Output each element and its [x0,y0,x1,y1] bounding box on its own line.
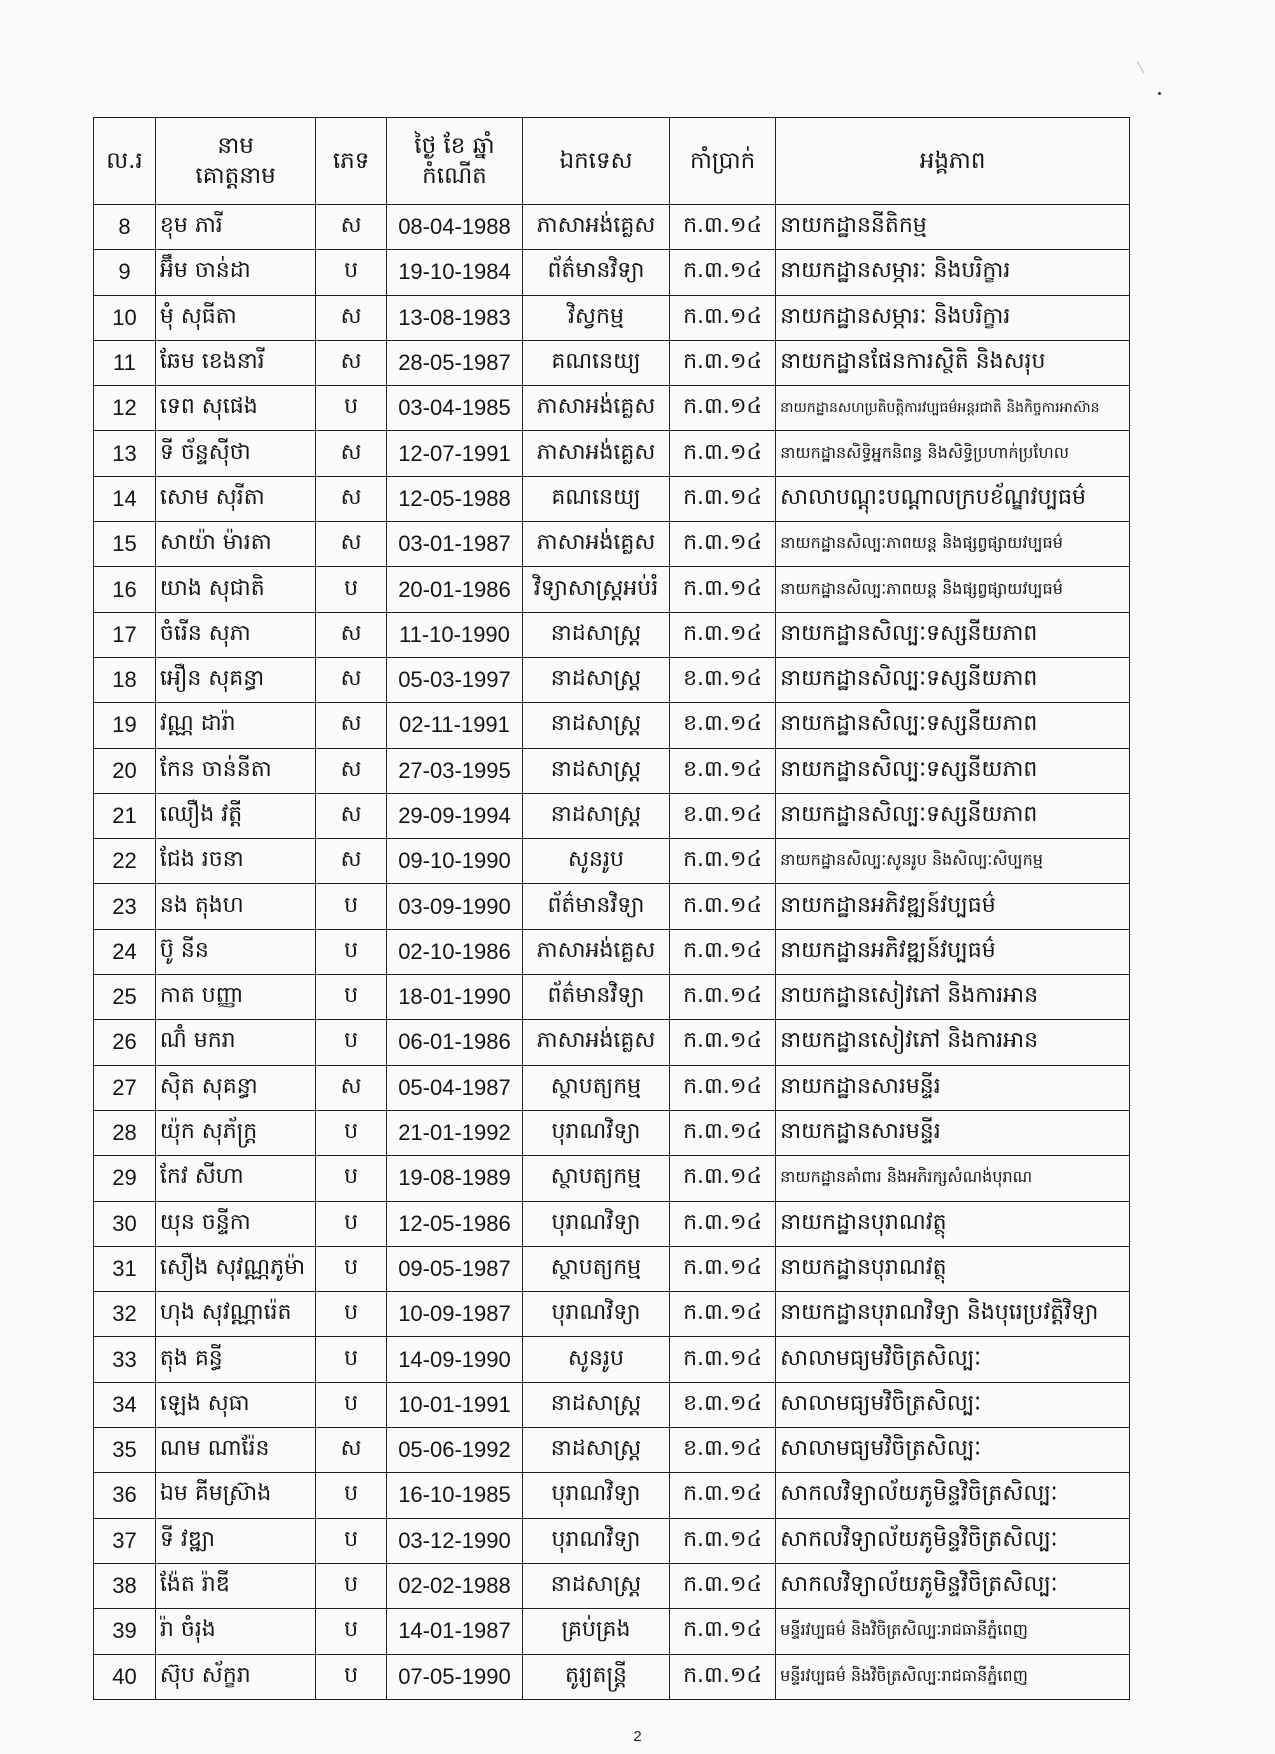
cell-no: 12 [94,386,156,431]
cell-unit: មន្ទីរវប្បធម៌ និងវិចិត្រសិល្បៈរាជធានីភ្នំពេញ [776,1654,1130,1699]
cell-sex: ស [316,748,387,793]
cell-name: កាត បញ្ញា [155,975,315,1020]
cell-no: 15 [94,522,156,567]
table-row [94,205,1130,250]
table-row [94,1563,1130,1608]
cell-no: 37 [94,1518,156,1563]
cell-sex: ប [316,250,387,295]
cell-dob: 29-09-1994 [386,793,522,838]
cell-sex: ប [316,567,387,612]
cell-sex: ប [316,386,387,431]
cell-dob: 03-09-1990 [386,884,522,929]
page-number: 2 [633,1728,642,1745]
cell-unit: នាយកដ្ឋានអភិវឌ្ឍន៍វប្បធម៌ [776,929,1130,974]
cell-no: 39 [94,1609,156,1654]
cell-rank: ក.៣.១៤ [670,1563,776,1608]
cell-name: តុង គន្ធី [155,1337,315,1382]
table-row [94,748,1130,793]
table-row [94,793,1130,838]
cell-sex: ប [316,929,387,974]
cell-sex: ស [316,703,387,748]
cell-unit: សាកលវិទ្យាល័យភូមិន្ទវិចិត្រសិល្បៈ [776,1473,1130,1518]
cell-name: យុន ចន្ទីកា [155,1201,315,1246]
table-body [94,205,1130,1700]
cell-name: ណ៊ំ មករា [155,1020,315,1065]
cell-unit: នាយកដ្ឋានបុរាណវត្ថុ [776,1246,1130,1291]
cell-sex: ស [316,522,387,567]
cell-sex: ប [316,1654,387,1699]
cell-specialty: វិស្វកម្ម [522,295,669,340]
cell-rank: ក.៣.១៤ [670,1065,776,1110]
table-header-row [94,118,1130,205]
cell-no: 28 [94,1110,156,1155]
cell-rank: ក.៣.១៤ [670,1156,776,1201]
cell-name: រ៉ា ចំរុង [155,1609,315,1654]
cell-no: 16 [94,567,156,612]
cell-unit: នាយកដ្ឋានសៀវភៅ និងការអាន [776,975,1130,1020]
cell-sex: ប [316,1382,387,1427]
cell-unit: នាយកដ្ឋានសារមន្ទីរ [776,1110,1130,1155]
cell-specialty: ព័ត៌មានវិទ្យា [522,884,669,929]
cell-no: 35 [94,1428,156,1473]
cell-no: 36 [94,1473,156,1518]
table-row [94,386,1130,431]
cell-name: ណម ណារ៉ែន [155,1428,315,1473]
cell-specialty: នាដសាស្ត្រ [522,1382,669,1427]
header-sex: ភេទ [316,118,387,205]
cell-name: យាង សុជាតិ [155,567,315,612]
cell-unit: នាយកដ្ឋានសិល្បៈទស្សនីយភាព [776,657,1130,702]
cell-sex: ស [316,1065,387,1110]
cell-rank: ក.៣.១៤ [670,1246,776,1291]
cell-name: ឯម គីមស្រ៊ាង [155,1473,315,1518]
cell-dob: 12-05-1988 [386,476,522,521]
table-row [94,1292,1130,1337]
cell-unit: សាលាមធ្យមវិចិត្រសិល្បៈ [776,1428,1130,1473]
cell-name: សឿង សុវណ្ណភូម៉ា [155,1246,315,1291]
scan-dot [1158,92,1161,95]
cell-no: 19 [94,703,156,748]
cell-rank: ក.៣.១៤ [670,250,776,295]
cell-unit: នាយកដ្ឋានសហប្រតិបត្តិការវប្បធម៌អន្តរជាតិ និងកិច្ចការអាស៊ាន [776,386,1130,431]
cell-dob: 12-05-1986 [386,1201,522,1246]
cell-rank: ក.៣.១៤ [670,1020,776,1065]
header-name-line2: គោត្តនាម [195,163,276,189]
cell-dob: 10-09-1987 [386,1292,522,1337]
cell-dob: 03-12-1990 [386,1518,522,1563]
cell-rank: ក.៣.១៤ [670,1292,776,1337]
cell-rank: ក.៣.១៤ [670,431,776,476]
cell-rank: ក.៣.១៤ [670,1201,776,1246]
cell-specialty: គ្រប់គ្រង [522,1609,669,1654]
cell-rank: ក.៣.១៤ [670,612,776,657]
cell-no: 23 [94,884,156,929]
cell-specialty: នាដសាស្ត្រ [522,1428,669,1473]
table-row [94,612,1130,657]
cell-dob: 13-08-1983 [386,295,522,340]
table-row [94,975,1130,1020]
cell-dob: 05-03-1997 [386,657,522,702]
cell-specialty: ភាសាអង់គ្លេស [522,205,669,250]
cell-name: វណ្ណ ដារ៉ា [155,703,315,748]
table-row [94,1337,1130,1382]
cell-rank: ក.៣.១៤ [670,884,776,929]
cell-unit: នាយកដ្ឋានសិល្បៈភាពយន្ត និងផ្សព្វផ្សាយវប្បធម៌ [776,567,1130,612]
cell-unit: សាលាមធ្យមវិចិត្រសិល្បៈ [776,1382,1130,1427]
cell-dob: 10-01-1991 [386,1382,522,1427]
cell-no: 34 [94,1382,156,1427]
cell-sex: ស [316,657,387,702]
cell-specialty: នាដសាស្ត្រ [522,748,669,793]
table-row [94,1654,1130,1699]
cell-rank: ក.៣.១៤ [670,1654,776,1699]
cell-specialty: គណនេយ្យ [522,340,669,385]
cell-sex: ប [316,1563,387,1608]
cell-dob: 27-03-1995 [386,748,522,793]
cell-rank: ក.៣.១៤ [670,205,776,250]
cell-unit: សាលាបណ្តុះបណ្តាលក្របខ័ណ្ឌវប្បធម៌ [776,476,1130,521]
table-row [94,567,1130,612]
cell-specialty: ស្ថាបត្យកម្ម [522,1156,669,1201]
table-row [94,476,1130,521]
header-unit: អង្គភាព [776,118,1130,205]
table-row [94,1246,1130,1291]
cell-dob: 03-01-1987 [386,522,522,567]
cell-unit: នាយកដ្ឋានសម្ភារៈ និងបរិក្ខារ [776,250,1130,295]
header-dob-line2: កំណើត [422,163,487,189]
cell-sex: ប [316,1201,387,1246]
cell-no: 25 [94,975,156,1020]
table-row [94,1201,1130,1246]
cell-rank: ក.៣.១៤ [670,476,776,521]
cell-rank: ក.៣.១៤ [670,386,776,431]
cell-no: 27 [94,1065,156,1110]
cell-name: ប៊ូ នីន [155,929,315,974]
cell-name: សោម សុរីតា [155,476,315,521]
cell-name: ចំរើន សុភា [155,612,315,657]
cell-rank: ក.៣.១៤ [670,1110,776,1155]
cell-sex: ប [316,1292,387,1337]
cell-dob: 21-01-1992 [386,1110,522,1155]
cell-specialty: នាដសាស្ត្រ [522,1563,669,1608]
cell-specialty: វិទ្យាសាស្ត្រអប់រំ [522,567,669,612]
header-specialty: ឯកទេស [522,118,669,205]
cell-dob: 07-05-1990 [386,1654,522,1699]
cell-sex: ប [316,1518,387,1563]
table-row [94,1020,1130,1065]
cell-dob: 20-01-1986 [386,567,522,612]
cell-sex: ប [316,1609,387,1654]
cell-specialty: តូរ្យតន្ត្រី [522,1654,669,1699]
cell-dob: 11-10-1990 [386,612,522,657]
cell-sex: ស [316,839,387,884]
cell-specialty: ស្ថាបត្យកម្ម [522,1065,669,1110]
cell-unit: នាយកដ្ឋានបុរាណវត្ថុ [776,1201,1130,1246]
cell-dob: 05-04-1987 [386,1065,522,1110]
cell-specialty: នាដសាស្ត្រ [522,703,669,748]
cell-name: ទី ច័ន្ទស៊ីថា [155,431,315,476]
cell-rank: ក.៣.១៤ [670,839,776,884]
table-row [94,839,1130,884]
cell-unit: នាយកដ្ឋានសារមន្ទីរ [776,1065,1130,1110]
cell-sex: ប [316,1246,387,1291]
cell-unit: នាយកដ្ឋានសិល្បៈសូនរូប និងសិល្បៈសិប្បកម្ម [776,839,1130,884]
cell-no: 8 [94,205,156,250]
cell-unit: នាយកដ្ឋានសិល្បៈទស្សនីយភាព [776,748,1130,793]
cell-rank: ខ.៣.១៤ [670,1428,776,1473]
cell-dob: 06-01-1986 [386,1020,522,1065]
cell-rank: ក.៣.១៤ [670,295,776,340]
cell-no: 22 [94,839,156,884]
cell-name: ឈឿង វត្តី [155,793,315,838]
cell-rank: ក.៣.១៤ [670,929,776,974]
cell-rank: ខ.៣.១៤ [670,1382,776,1427]
cell-specialty: ភាសាអង់គ្លេស [522,386,669,431]
cell-name: ង៉ែត រ៉ាឌី [155,1563,315,1608]
cell-dob: 19-10-1984 [386,250,522,295]
cell-dob: 18-01-1990 [386,975,522,1020]
cell-unit: នាយកដ្ឋានសម្ភារៈ និងបរិក្ខារ [776,295,1130,340]
cell-rank: ក.៣.១៤ [670,340,776,385]
cell-dob: 09-05-1987 [386,1246,522,1291]
cell-no: 11 [94,340,156,385]
table-row [94,340,1130,385]
cell-no: 29 [94,1156,156,1201]
table-row [94,1156,1130,1201]
cell-specialty: ព័ត៌មានវិទ្យា [522,975,669,1020]
cell-dob: 02-02-1988 [386,1563,522,1608]
cell-name: មុំ សុធីតា [155,295,315,340]
cell-no: 20 [94,748,156,793]
cell-no: 18 [94,657,156,702]
cell-rank: ខ.៣.១៤ [670,793,776,838]
table-row [94,522,1130,567]
table-row [94,250,1130,295]
cell-specialty: ភាសាអង់គ្លេស [522,431,669,476]
cell-sex: ស [316,612,387,657]
cell-dob: 02-10-1986 [386,929,522,974]
cell-unit: នាយកដ្ឋានសិល្បៈទស្សនីយភាព [776,793,1130,838]
cell-sex: ស [316,340,387,385]
cell-unit: នាយកដ្ឋានអភិវឌ្ឍន៍វប្បធម៌ [776,884,1130,929]
cell-no: 17 [94,612,156,657]
cell-rank: ក.៣.១៤ [670,1518,776,1563]
cell-sex: ប [316,1473,387,1518]
cell-specialty: នាដសាស្ត្រ [522,657,669,702]
cell-rank: ខ.៣.១៤ [670,657,776,702]
header-name-line1: នាម [217,133,254,159]
cell-no: 26 [94,1020,156,1065]
cell-no: 13 [94,431,156,476]
cell-sex: ស [316,476,387,521]
cell-dob: 12-07-1991 [386,431,522,476]
cell-specialty: ភាសាអង់គ្លេស [522,929,669,974]
cell-name: ទេព សុផេង [155,386,315,431]
cell-specialty: ព័ត៌មានវិទ្យា [522,250,669,295]
table-row [94,1473,1130,1518]
cell-specialty: បុរាណវិទ្យា [522,1201,669,1246]
cell-sex: ស [316,295,387,340]
scan-mark [1137,61,1145,74]
header-name [155,118,315,205]
cell-no: 33 [94,1337,156,1382]
cell-dob: 09-10-1990 [386,839,522,884]
cell-rank: ខ.៣.១៤ [670,748,776,793]
table-row [94,703,1130,748]
cell-specialty: នាដសាស្ត្រ [522,793,669,838]
table-row [94,1609,1130,1654]
cell-rank: ក.៣.១៤ [670,975,776,1020]
cell-unit: សាកលវិទ្យាល័យភូមិន្ទវិចិត្រសិល្បៈ [776,1518,1130,1563]
cell-unit: នាយកដ្ឋានសៀវភៅ និងការអាន [776,1020,1130,1065]
cell-specialty: សូនរូប [522,1337,669,1382]
table-row [94,657,1130,702]
cell-sex: ប [316,884,387,929]
cell-no: 10 [94,295,156,340]
cell-specialty: គណនេយ្យ [522,476,669,521]
table-row [94,884,1130,929]
cell-no: 21 [94,793,156,838]
cell-no: 24 [94,929,156,974]
table-row [94,929,1130,974]
cell-name: ស៊ិត សុគន្ធា [155,1065,315,1110]
cell-rank: ខ.៣.១៤ [670,703,776,748]
cell-sex: ស [316,431,387,476]
cell-dob: 02-11-1991 [386,703,522,748]
cell-unit: នាយកដ្ឋានសិល្បៈភាពយន្ត និងផ្សព្វផ្សាយវប្បធម៌ [776,522,1130,567]
cell-no: 31 [94,1246,156,1291]
cell-unit: នាយកដ្ឋានសិល្បៈទស្សនីយភាព [776,703,1130,748]
cell-dob: 08-04-1988 [386,205,522,250]
cell-name: សាយ៉ា ម៉ារតា [155,522,315,567]
table-row [94,431,1130,476]
cell-unit: នាយកដ្ឋានផែនការស្ថិតិ និងសរុប [776,340,1130,385]
cell-name: ទី វឌ្ឍា [155,1518,315,1563]
cell-sex: ស [316,793,387,838]
cell-sex: ប [316,1156,387,1201]
cell-specialty: បុរាណវិទ្យា [522,1110,669,1155]
cell-unit: នាយកដ្ឋានសិល្បៈទស្សនីយភាព [776,612,1130,657]
cell-sex: ប [316,1337,387,1382]
cell-sex: ប [316,1020,387,1065]
cell-sex: ស [316,1428,387,1473]
header-rank: កាំប្រាក់ [670,118,776,205]
cell-unit: នាយកដ្ឋានបុរាណវិទ្យា និងបុរេប្រវត្តិវិទ្យា [776,1292,1130,1337]
cell-specialty: បុរាណវិទ្យា [522,1518,669,1563]
cell-unit: សាលាមធ្យមវិចិត្រសិល្បៈ [776,1337,1130,1382]
cell-name: អ៊ឹម ចាន់ដា [155,250,315,295]
table-row [94,1065,1130,1110]
cell-dob: 14-09-1990 [386,1337,522,1382]
cell-dob: 05-06-1992 [386,1428,522,1473]
table-row [94,1428,1130,1473]
cell-specialty: ស្ថាបត្យកម្ម [522,1246,669,1291]
cell-dob: 03-04-1985 [386,386,522,431]
cell-unit: នាយកដ្ឋាននីតិកម្ម [776,205,1130,250]
cell-unit: មន្ទីរវប្បធម៌ និងវិចិត្រសិល្បៈរាជធានីភ្នំពេញ [776,1609,1130,1654]
cell-rank: ក.៣.១៤ [670,1337,776,1382]
table-row [94,295,1130,340]
cell-name: កែន ចាន់នីតា [155,748,315,793]
cell-sex: ប [316,975,387,1020]
table-row [94,1518,1130,1563]
cell-no: 14 [94,476,156,521]
cell-specialty: សូនរូប [522,839,669,884]
cell-sex: ស [316,205,387,250]
cell-unit: នាយកដ្ឋានគាំពារ និងអភិរក្សសំណង់បុរាណ [776,1156,1130,1201]
cell-specialty: បុរាណវិទ្យា [522,1292,669,1337]
staff-table [93,117,1130,1700]
cell-no: 9 [94,250,156,295]
cell-name: ហុង សុវណ្ណារ៉េត [155,1292,315,1337]
cell-name: ស៊ុប ស័ក្ខរា [155,1654,315,1699]
cell-name: អឿន សុគន្ធា [155,657,315,702]
cell-no: 40 [94,1654,156,1699]
cell-rank: ក.៣.១៤ [670,1609,776,1654]
cell-unit: សាកលវិទ្យាល័យភូមិន្ទវិចិត្រសិល្បៈ [776,1563,1130,1608]
cell-name: យ៉ុក សុភ័ក្ត្រ [155,1110,315,1155]
cell-no: 38 [94,1563,156,1608]
cell-dob: 14-01-1987 [386,1609,522,1654]
cell-name: នង តុងហ [155,884,315,929]
table-row [94,1110,1130,1155]
cell-specialty: នាដសាស្ត្រ [522,612,669,657]
cell-rank: ក.៣.១៤ [670,567,776,612]
header-no: ល.រ [94,118,156,205]
cell-name: ឡេង សុធា [155,1382,315,1427]
cell-sex: ប [316,1110,387,1155]
cell-dob: 28-05-1987 [386,340,522,385]
header-dob [386,118,522,205]
header-dob-line1: ថ្ងៃ ខែ ឆ្នាំ [414,133,495,159]
cell-name: កែវ សីហា [155,1156,315,1201]
table-row [94,1382,1130,1427]
cell-dob: 19-08-1989 [386,1156,522,1201]
cell-no: 32 [94,1292,156,1337]
cell-name: ឆែម ខេងនារី [155,340,315,385]
cell-name: ខុម ភារី [155,205,315,250]
cell-unit: នាយកដ្ឋានសិទ្ធិអ្នកនិពន្ធ និងសិទ្ធិប្រហាក់ប្រហែល [776,431,1130,476]
cell-specialty: ភាសាអង់គ្លេស [522,1020,669,1065]
cell-rank: ក.៣.១៤ [670,1473,776,1518]
cell-name: ជែង រចនា [155,839,315,884]
cell-specialty: បុរាណវិទ្យា [522,1473,669,1518]
cell-dob: 16-10-1985 [386,1473,522,1518]
cell-no: 30 [94,1201,156,1246]
cell-specialty: ភាសាអង់គ្លេស [522,522,669,567]
cell-rank: ក.៣.១៤ [670,522,776,567]
